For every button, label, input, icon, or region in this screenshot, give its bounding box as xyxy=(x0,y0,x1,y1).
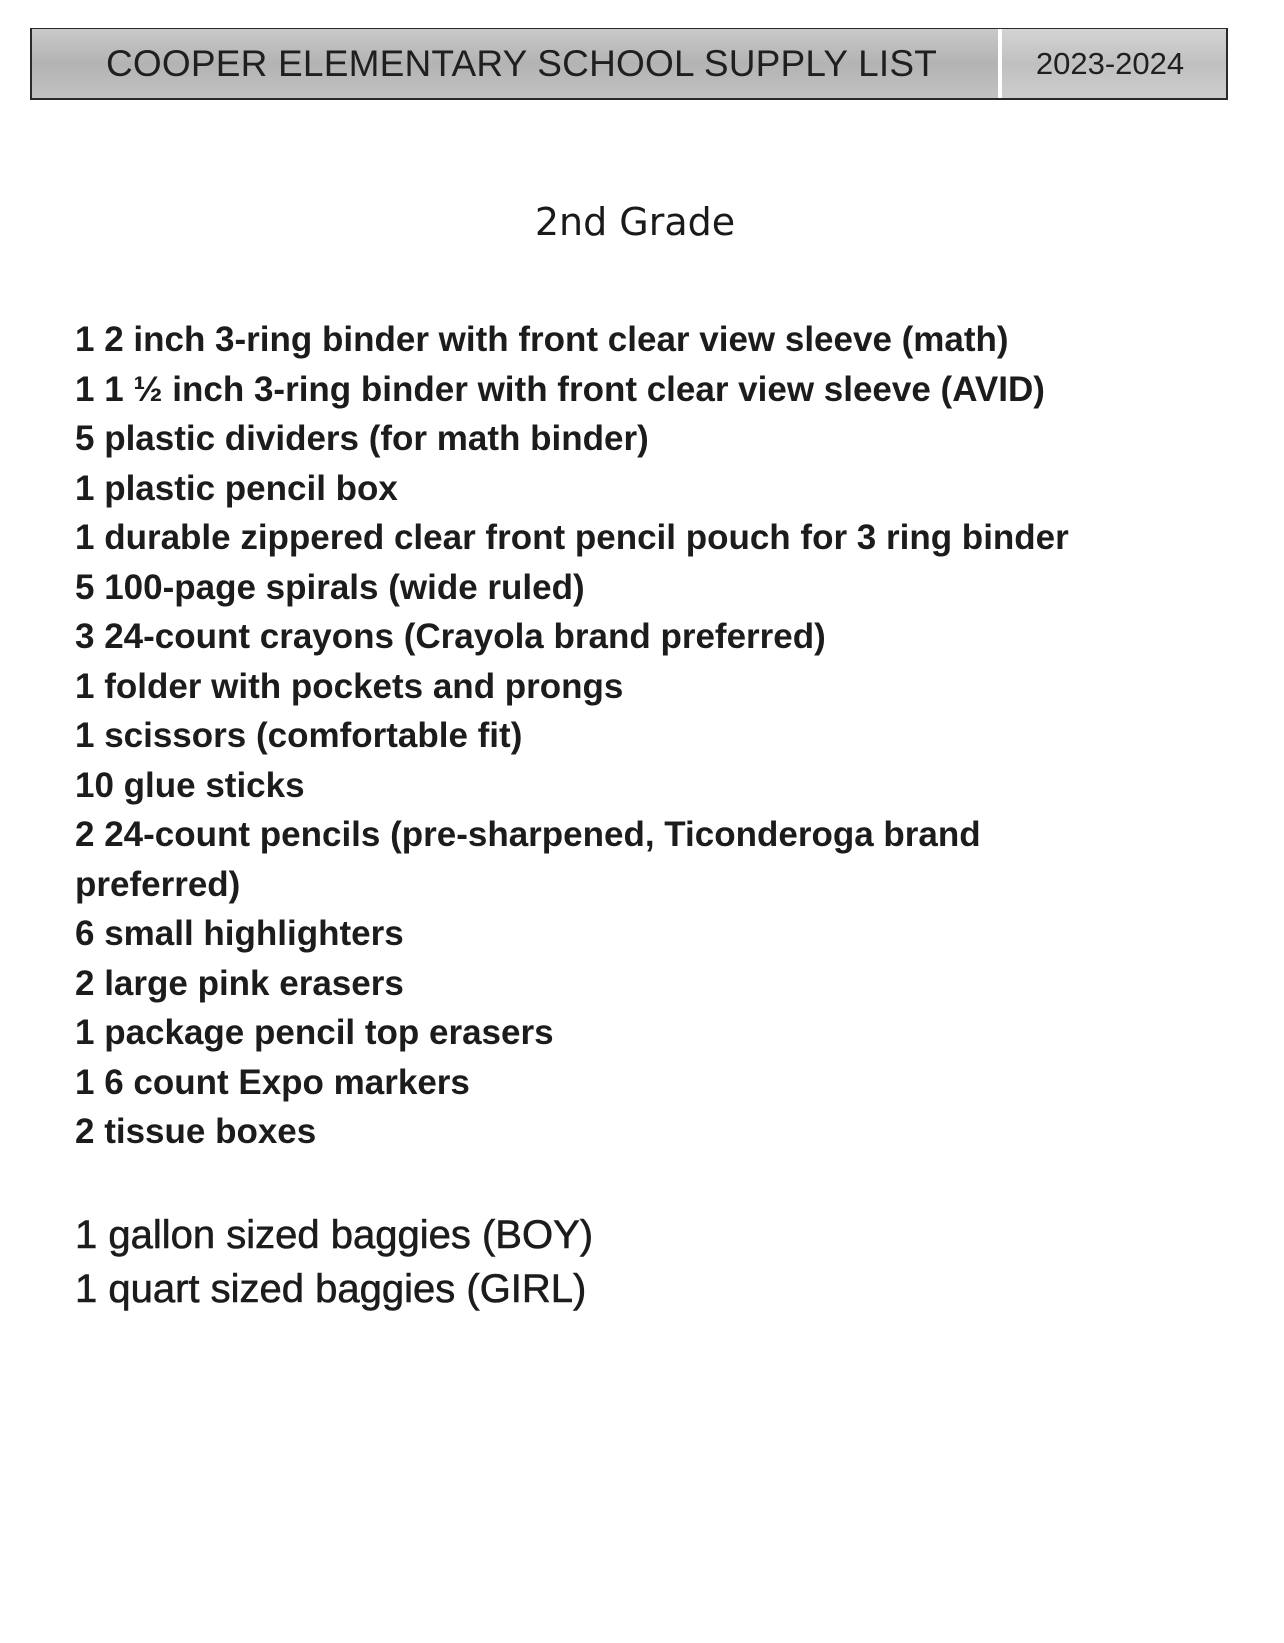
list-item: 1 folder with pockets and prongs xyxy=(75,666,624,706)
list-item: 5 100-page spirals (wide ruled) xyxy=(75,567,585,607)
list-item: 10 glue sticks xyxy=(75,765,305,805)
list-item: 1 gallon sized baggies (BOY) xyxy=(75,1213,594,1257)
list-item: 1 2 inch 3-ring binder with front clear view sleeve (math) xyxy=(75,320,1009,359)
list-item: 1 package pencil top erasers xyxy=(75,1013,554,1052)
list-item: 1 quart sized baggies (GIRL) xyxy=(75,1267,587,1311)
list-item: 1 6 count Expo markers xyxy=(75,1062,470,1102)
list-item: 2 24-count pencils (pre-sharpened, Ticonderoga brand preferred) xyxy=(75,815,981,904)
list-item: 1 scissors (comfortable fit) xyxy=(75,716,523,755)
list-item: 1 1 ½ inch 3-ring binder with front clear view sleeve (AVID) xyxy=(75,369,1045,409)
list-item: 5 plastic dividers (for math binder) xyxy=(75,419,649,458)
list-item: 6 small highlighters xyxy=(75,914,404,953)
school-year: 2023-2024 xyxy=(1002,29,1226,98)
page-title: COOPER ELEMENTARY SCHOOL SUPPLY LIST xyxy=(32,29,1002,98)
list-item: 1 plastic pencil box xyxy=(75,468,398,508)
supply-list xyxy=(75,315,1175,1157)
list-item: 2 tissue boxes xyxy=(75,1112,317,1151)
grade-heading: 2nd Grade xyxy=(534,200,736,244)
header-banner xyxy=(30,28,1228,100)
gender-supply-list xyxy=(75,1208,1175,1316)
list-item: 1 durable zippered clear front pencil pouch for 3 ring binder xyxy=(75,518,1069,557)
list-item: 3 24-count crayons (Crayola brand preferred) xyxy=(75,617,826,656)
list-item: 2 large pink erasers xyxy=(75,963,404,1003)
